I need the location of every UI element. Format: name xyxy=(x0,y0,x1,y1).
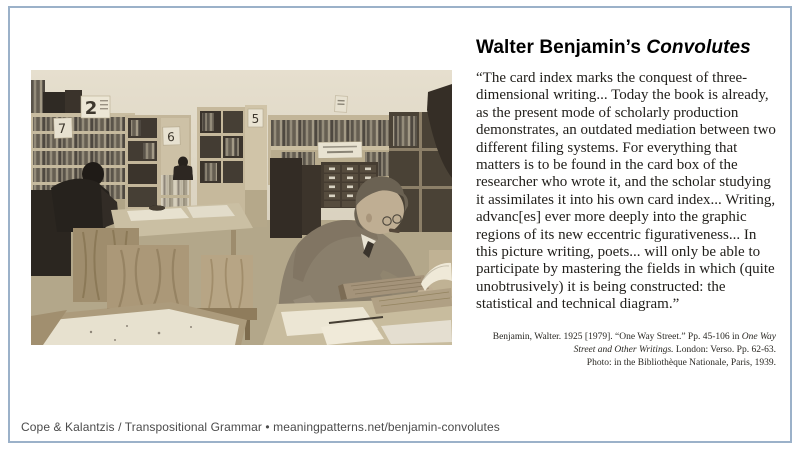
dark-cabinets xyxy=(270,158,321,238)
text-column xyxy=(476,37,776,370)
citation-photo-credit: Photo: in the Bibliothèque Nationale, Paris, 1939. xyxy=(586,357,776,368)
quote-text: “The card index marks the conquest of three-dimensional writing... Today the book is already, as the present mode of scholarly production demonstrates, an outdated mediation between two different filing systems. For everything that matters is to be found in the card box of the researcher who wrote it, and the scholar studying it assimilates it into his own card index... Writing, advanc[es] ever more deeply into the graphic regions of its new eccentric figurativeness... In this picture writing, poets... will only be able to participate by mastering the fields in which (quite unobtrusively) it is being constructed: the statistical and technical diagram.” xyxy=(476,70,776,313)
shelf-banner xyxy=(318,142,362,159)
citation-reference: Benjamin, Walter. 1925 [1979]. “One Way Street.” Pp. 45-106 in One Way Street and Other Writings. London: Verso. Pp. 62-63. xyxy=(492,331,776,355)
photo xyxy=(31,70,452,345)
library-photo-illustration xyxy=(31,70,452,345)
svg-text:7: 7 xyxy=(57,121,67,138)
svg-text:2: 2 xyxy=(84,98,98,119)
title-emphasis: Convolutes xyxy=(646,37,751,58)
sign-2 xyxy=(81,96,110,119)
title-prefix: Walter Benjamin’s xyxy=(476,37,647,58)
page-title xyxy=(476,37,776,58)
footer-credit: Cope & Kalantzis / Transpositional Grammar • meaningpatterns.net/benjamin-convolutes xyxy=(21,420,500,434)
citation xyxy=(476,331,776,370)
sign-5 xyxy=(248,109,263,127)
sign-6 xyxy=(163,127,180,145)
svg-text:6: 6 xyxy=(167,129,176,145)
sign-7 xyxy=(54,118,73,139)
svg-text:5: 5 xyxy=(251,112,260,126)
small-tag xyxy=(335,96,348,112)
